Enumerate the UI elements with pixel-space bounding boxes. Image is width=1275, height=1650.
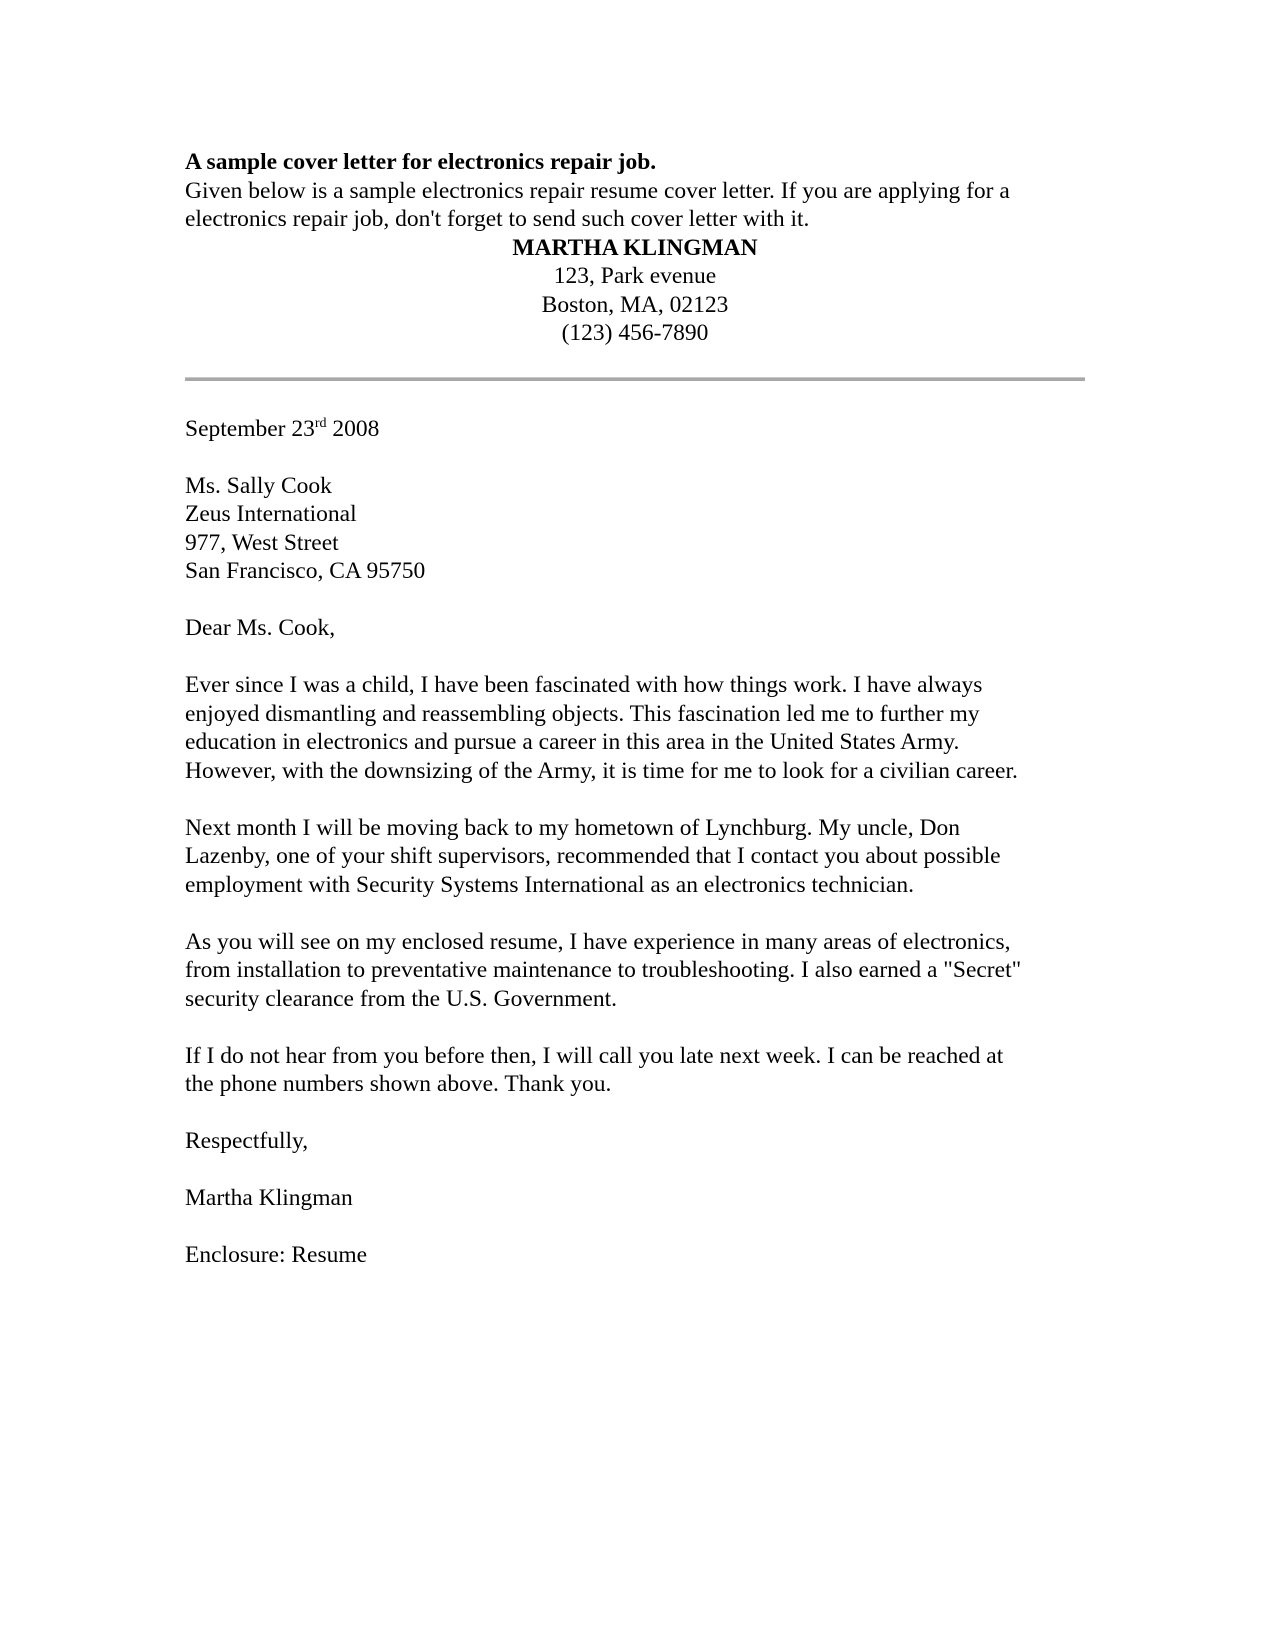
- paragraph-line: As you will see on my enclosed resume, I have experience in many areas of electronics,: [185, 928, 1011, 955]
- recipient-street: 977, West Street: [185, 529, 339, 556]
- recipient-city: San Francisco, CA 95750: [185, 558, 426, 584]
- paragraph-line: However, with the downsizing of the Army, it is time for me to look for a civilian career.: [185, 757, 1018, 784]
- date-suffix: rd: [314, 415, 327, 431]
- sender-address-line2: Boston, MA, 02123: [541, 291, 729, 318]
- header-divider: [185, 377, 1085, 381]
- intro-title: A sample cover letter for electronics repair job.: [185, 149, 657, 175]
- paragraph-line: security clearance from the U.S. Government.: [185, 985, 617, 1012]
- body-paragraph-1: [185, 671, 1085, 785]
- date-year: 2008: [326, 415, 380, 442]
- sender-phone: (123) 456-7890: [561, 320, 709, 346]
- closing: Respectfully,: [185, 1128, 309, 1154]
- signature-name: Martha Klingman: [185, 1185, 353, 1211]
- intro-section: [185, 148, 1085, 234]
- sender-name: MARTHA KLINGMAN: [512, 234, 758, 261]
- salutation: Dear Ms. Cook,: [185, 615, 336, 641]
- date-month-day: September 23: [185, 415, 315, 442]
- intro-line: electronics repair job, don't forget to send such cover letter with it.: [185, 206, 810, 232]
- recipient-company: Zeus International: [185, 501, 357, 527]
- enclosure-note: Enclosure: Resume: [185, 1242, 368, 1268]
- sender-address-line1: 123, Park evenue: [553, 263, 717, 289]
- letter-page: [185, 148, 1085, 1270]
- letter-date: [185, 415, 1085, 444]
- body-paragraph-2: [185, 814, 1085, 900]
- recipient-name: Ms. Sally Cook: [185, 472, 332, 499]
- body-paragraph-4: [185, 1042, 1085, 1099]
- recipient-address: [185, 472, 1085, 586]
- paragraph-line: education in electronics and pursue a career in this area in the United States Army.: [185, 729, 960, 755]
- paragraph-line: from installation to preventative maintenance to troubleshooting. I also earned a "Secret": [185, 957, 1022, 983]
- paragraph-line: employment with Security Systems International as an electronics technician.: [185, 871, 914, 898]
- paragraph-line: Ever since I was a child, I have been fascinated with how things work. I have always: [185, 672, 983, 698]
- sender-header: [185, 234, 1085, 348]
- paragraph-line: enjoyed dismantling and reassembling objects. This fascination led me to further my: [185, 700, 980, 727]
- intro-line: Given below is a sample electronics repair resume cover letter. If you are applying for a: [185, 177, 1010, 204]
- body-paragraph-3: [185, 928, 1085, 1014]
- paragraph-line: Next month I will be moving back to my hometown of Lynchburg. My uncle, Don: [185, 814, 960, 841]
- paragraph-line: Lazenby, one of your shift supervisors, recommended that I contact you about possible: [185, 843, 1001, 869]
- paragraph-line: If I do not hear from you before then, I will call you late next week. I can be reached at: [185, 1042, 1004, 1069]
- paragraph-line: the phone numbers shown above. Thank you.: [185, 1071, 612, 1097]
